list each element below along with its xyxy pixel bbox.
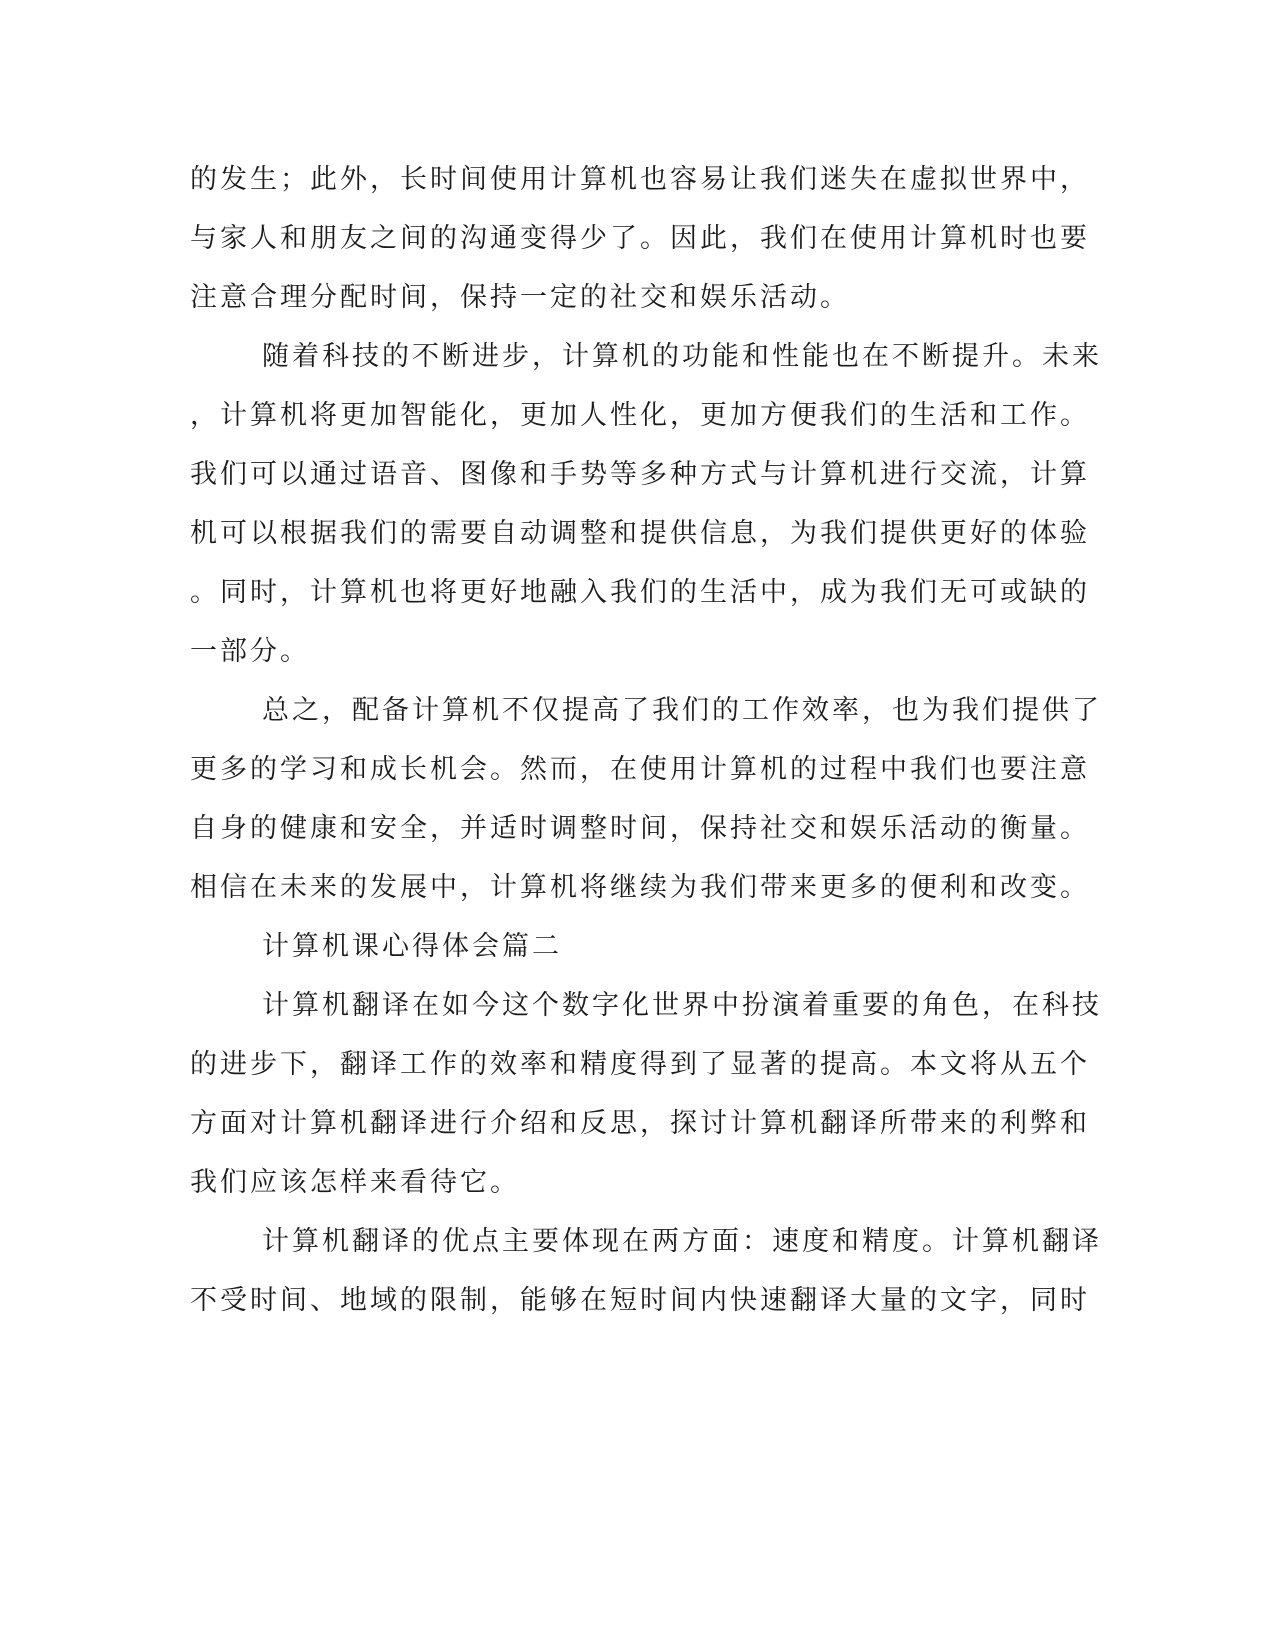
text-line-15: 计算机翻译在如今这个数字化世界中扮演着重要的角色，在科技 [262,990,1102,1021]
text-line-6: 我们可以通过语音、图像和手势等多种方式与计算机进行交流，计算 [190,459,1090,490]
text-line-3: 注意合理分配时间，保持一定的社交和娱乐活动。 [190,282,850,313]
text-line-13: 相信在未来的发展中，计算机将继续为我们带来更多的便利和改变。 [190,872,1090,903]
text-line-17: 方面对计算机翻译进行介绍和反思，探讨计算机翻译所带来的利弊和 [190,1108,1090,1139]
text-line-4: 随着科技的不断进步，计算机的功能和性能也在不断提升。未来 [262,341,1102,372]
text-line-8: 。同时，计算机也将更好地融入我们的生活中，成为我们无可或缺的 [190,577,1090,608]
text-line-12: 自身的健康和安全，并适时调整时间，保持社交和娱乐活动的衡量。 [190,813,1090,844]
text-line-9: 一部分。 [190,636,310,667]
text-line-18: 我们应该怎样来看待它。 [190,1167,520,1198]
text-line-1: 的发生；此外，长时间使用计算机也容易让我们迷失在虚拟世界中， [190,164,1090,195]
text-line-10: 总之，配备计算机不仅提高了我们的工作效率，也为我们提供了 [262,695,1102,726]
section-heading: 计算机课心得体会篇二 [262,931,562,962]
text-line-20: 不受时间、地域的限制，能够在短时间内快速翻译大量的文字，同时 [190,1285,1090,1316]
text-line-19: 计算机翻译的优点主要体现在两方面：速度和精度。计算机翻译 [262,1226,1102,1257]
text-line-2: 与家人和朋友之间的沟通变得少了。因此，我们在使用计算机时也要 [190,223,1090,254]
text-line-7: 机可以根据我们的需要自动调整和提供信息，为我们提供更好的体验 [190,518,1090,549]
text-line-11: 更多的学习和成长机会。然而，在使用计算机的过程中我们也要注意 [190,754,1090,785]
text-line-16: 的进步下，翻译工作的效率和精度得到了显著的提高。本文将从五个 [190,1049,1090,1080]
text-line-5: ，计算机将更加智能化，更加人性化，更加方便我们的生活和工作。 [190,400,1090,431]
